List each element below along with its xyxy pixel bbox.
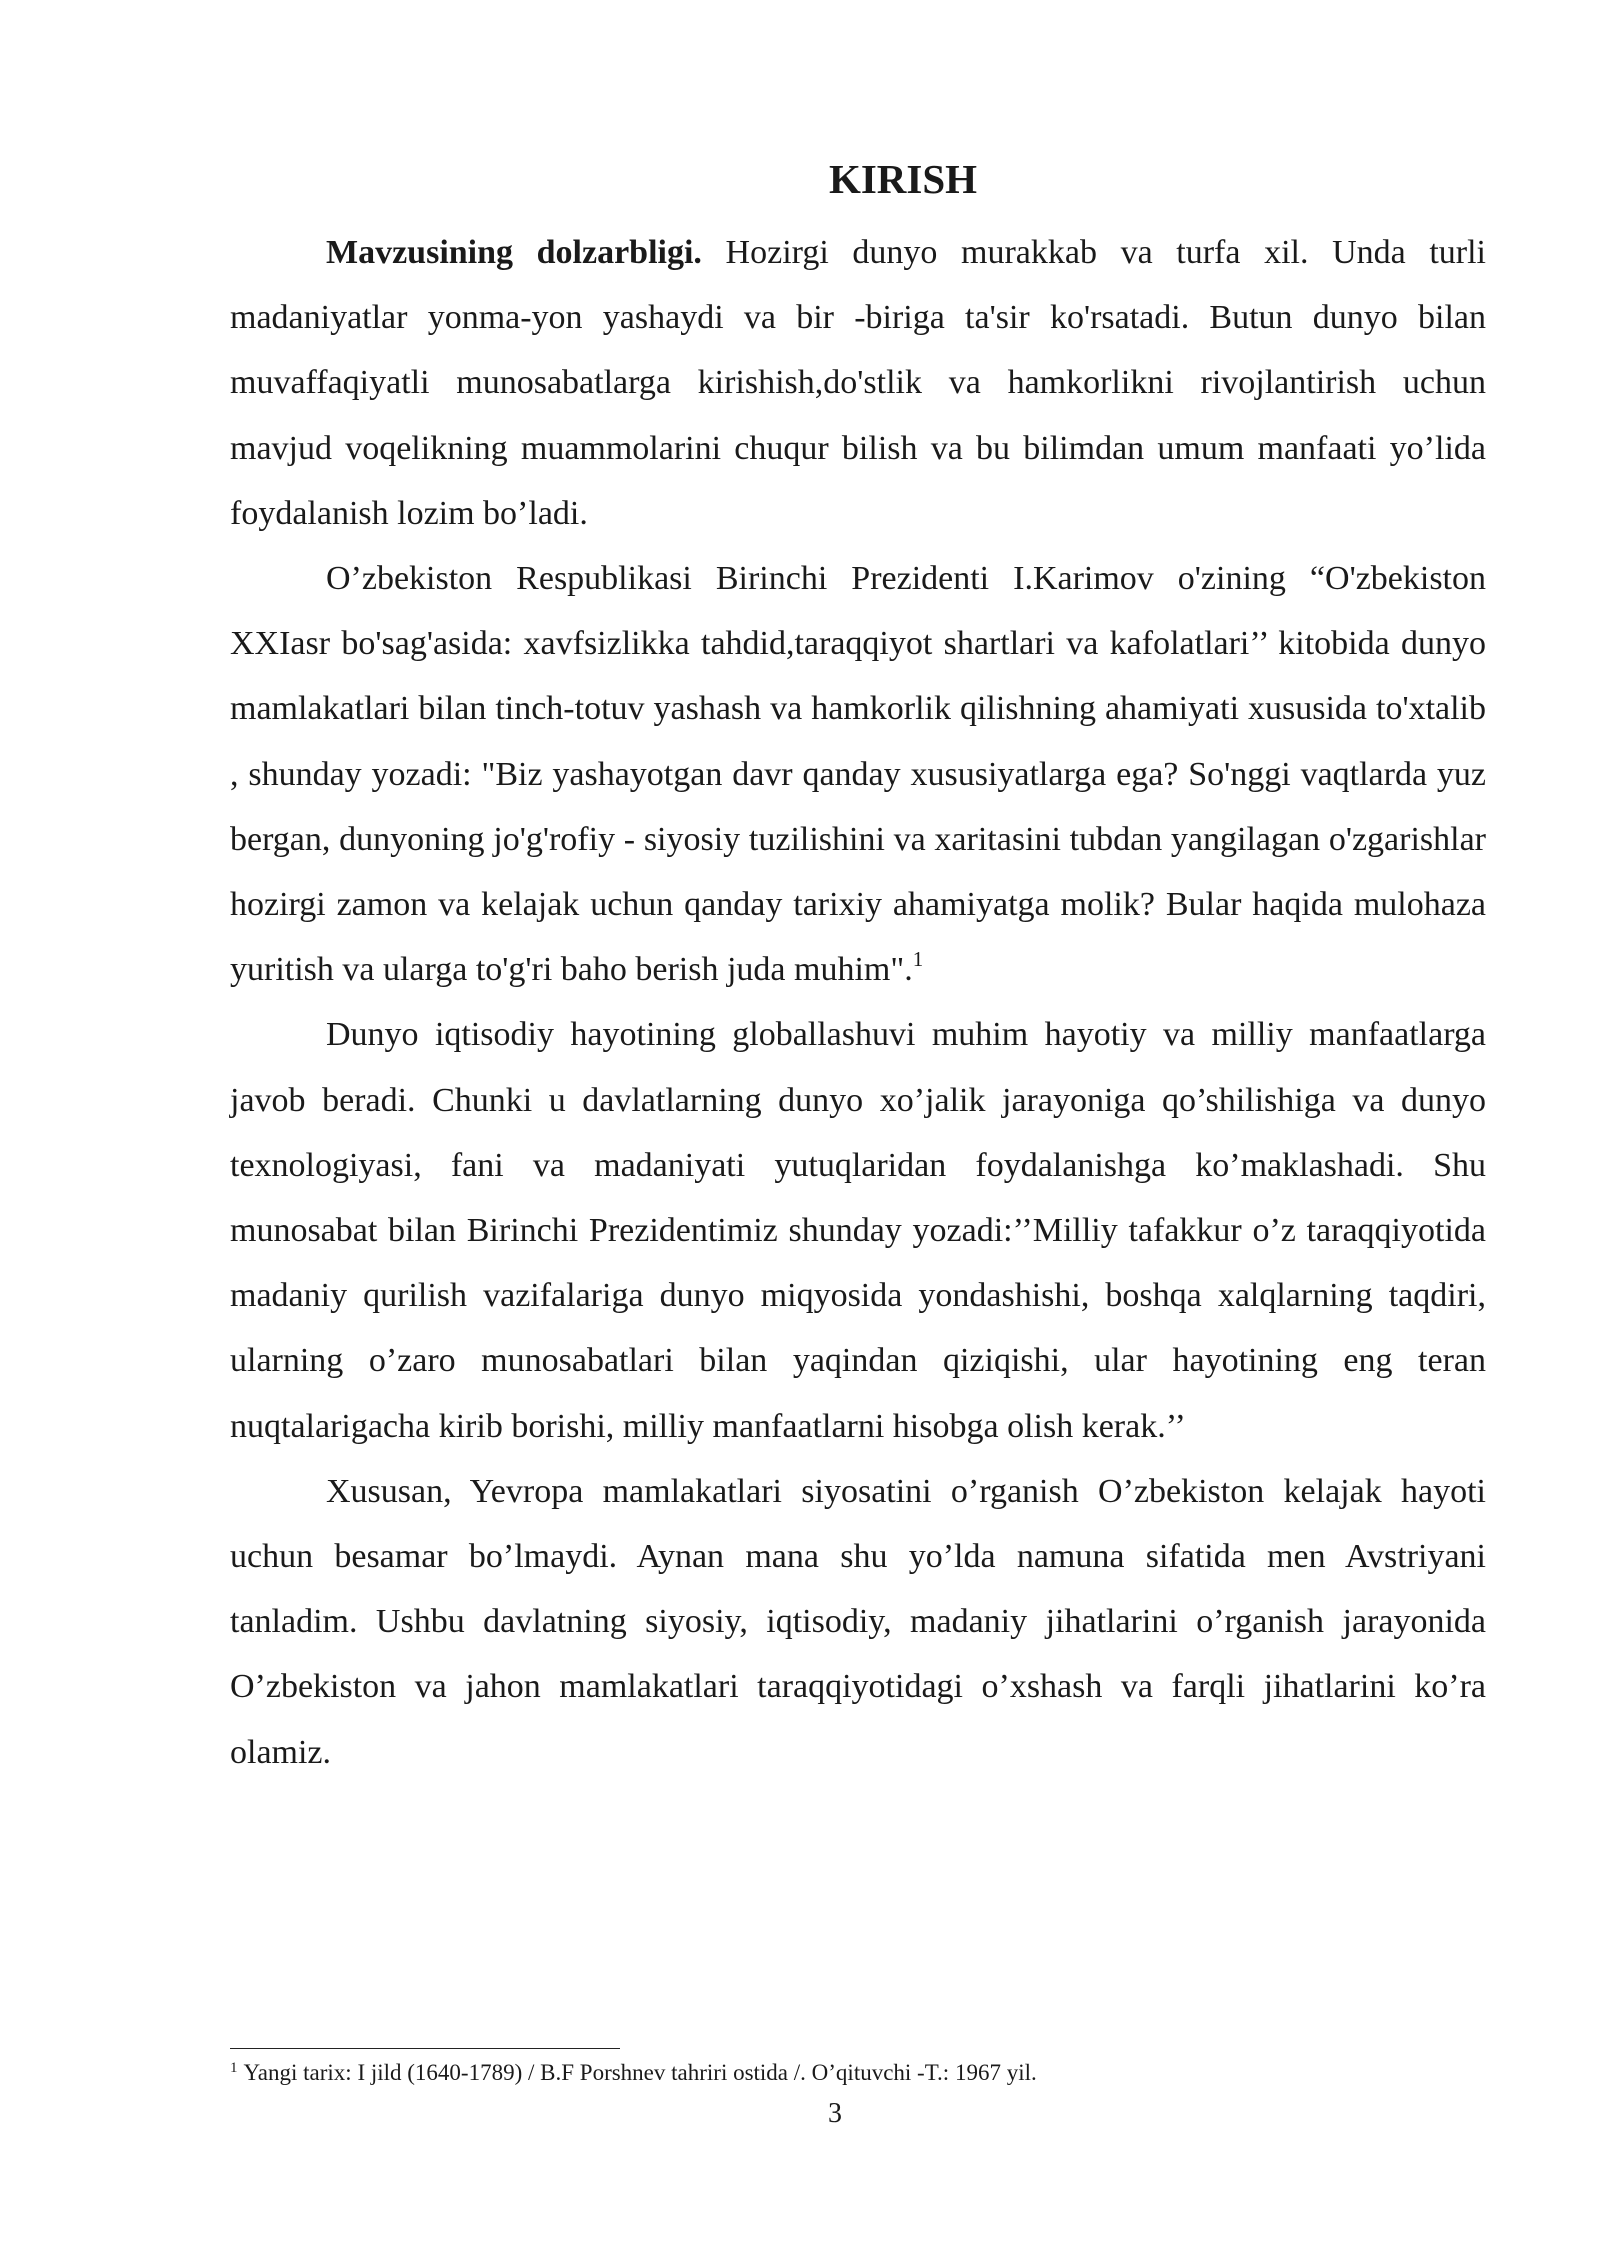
paragraph-karimov-quote: [230, 546, 1486, 1002]
section-title: KIRISH: [828, 156, 978, 202]
paragraph-body: Dunyo iqtisodiy hayotining globallashuvi muhim hayotiy va milliy manfaatlarga javob beradi. Chunki u davlatlarning dunyo xo’jalik jarayoniga qo’shilishiga va dunyo texnologiyasi, fani va madaniyati yutuqlaridan foydalanishga ko’maklashadi. Shu munosabat bilan Birinchi Prezidentimiz shunday yozadi:’’Milliy tafakkur o’z taraqqiyotida madaniy qurilish vazifalariga dunyo miqyosida yondashishi, boshqa xalqlarning taqdiri, ularning o’zaro munosabatlari bilan yaqindan qiziqishi, ular hayotining eng teran nuqtalarigacha kirib borishi, milliy manfaatlarni hisobga olish kerak.’’: [230, 1016, 1486, 1445]
footnote-marker: 1: [230, 2060, 238, 2076]
footnote-reference: 1: [912, 947, 924, 972]
footnote: [230, 2058, 1486, 2088]
document-page: [230, 148, 1486, 1785]
paragraph-relevance: [230, 220, 1486, 546]
page-number: 3: [828, 2098, 842, 2129]
paragraph-body: Hozirgi dunyo murakkab va turfa xil. Unda turli madaniyatlar yonma-yon yashaydi va bir -biriga ta'sir ko'rsatadi. Butun dunyo bilan muvaffaqiyatli munosabatlarga kirishish,do'stlik va hamkorlikni rivojlantirish uchun mavjud voqelikning muammolarini chuqur bilish va bu bilimdan umum manfaati yo’lida foydalanish lozim bo’ladi.: [230, 234, 1486, 532]
paragraph-austria: [230, 1459, 1486, 1785]
footnote-text: Yangi tarix: I jild (1640-1789) / B.F Porshnev tahriri ostida /. O’qituvchi -T.: 1967 yil.: [243, 2060, 1037, 2085]
paragraph-lead-heading: Mavzusining dolzarbligi.: [326, 234, 702, 271]
paragraph-body: Xususan, Yevropa mamlakatlari siyosatini o’rganish O’zbekiston kelajak hayoti uchun besamar bo’lmaydi. Aynan mana shu yo’lda namuna sifatida men Avstriyani tanladim. Ushbu davlatning siyosiy, iqtisodiy, madaniy jihatlarini o’rganish jarayonida O’zbekiston va jahon mamlakatlari taraqqiyotidagi o’xshash va farqli jihatlarini ko’ra olamiz.: [230, 1472, 1486, 1771]
paragraph-body: O’zbekiston Respublikasi Birinchi Prezidenti I.Karimov o'zining “O'zbekiston XXIasr bo'sag'asida: xavfsizlikka tahdid,taraqqiyot shartlari va kafolatlari’’ kitobida dunyo mamlakatlari bilan tinch-totuv yashash va hamkorlik qilishning ahamiyati xususida to'xtalib , shunday yozadi: "Biz yashayotgan davr qanday xususiyatlarga ega? So'nggi vaqtlarda yuz bergan, dunyoning jo'g'rofiy - siyosiy tuzilishini va xaritasini tubdan yangilagan o'zgarishlar hozirgi zamon va kelajak uchun qanday tarixiy ahamiyatga molik? Bular haqida mulohaza yuritish va ularga to'g'ri baho berish juda muhim".: [230, 560, 1486, 989]
paragraph-globalization: [230, 1002, 1486, 1458]
footnote-separator: [230, 2048, 620, 2049]
